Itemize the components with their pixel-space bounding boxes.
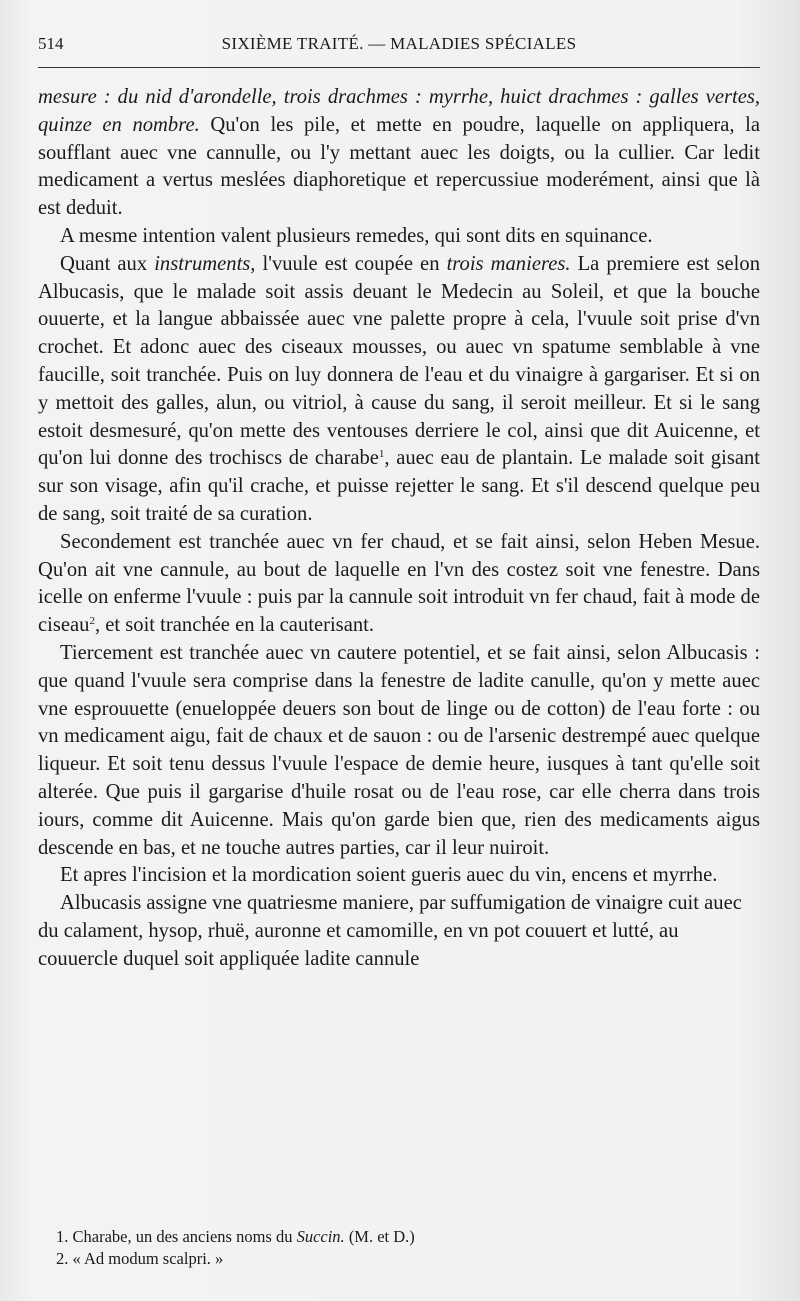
paragraph-1-space [277,86,284,108]
page-number: 514 [38,34,64,53]
paragraph-3 [38,251,760,529]
footnote-1 [56,1226,756,1248]
paragraph-4-text-b: , et soit tranchée en la cauterisant. [94,614,374,637]
paragraph-1-italic-b: trois drachmes : myrrhe, huict drachmes : galles vertes, quinze en nombre. [38,86,760,136]
paragraph-3-italic-a: instruments, [154,252,256,275]
paragraph-1-italic-a: mesure : du nid d'arondelle, [38,86,277,108]
footnote-1-text-b: (M. et D.) [344,1227,415,1246]
running-title: SIXIÈME TRAITÉ. — MALADIES SPÉCIALES [221,34,577,53]
footnotes [56,1226,756,1270]
footnote-ref-2[interactable]: 2 [89,615,95,628]
paragraph-3-italic-b: trois manieres. [446,252,571,275]
footnote-2: 2. « Ad modum scalpri. » [56,1249,224,1268]
page-header [38,34,760,58]
paragraph-3-text-b: l'vuule est coupée en [255,252,447,275]
paragraph-7: Albucasis assigne vne quatriesme maniere, par suffumigation de vinaigre cuit auec du calament, hysop, rhuë, auronne et camomille, en vn pot couuert et lutté, au couuercle duquel soit appliquée ladite cannule [38,892,742,970]
body-text [38,84,760,974]
paragraph-3-text-c: La premiere est selon Albucasis, que le malade soit assis deuant le Medecin au Soleil, et que la bouche ouuerte, et la langue abbaissée auec vne palette propre à cela, l'vuule soit prise d'vn crochet. Et adonc auec des ciseaux mousses, ou auec vn spatume semblable à vne faucille, soit tranchée. Puis on luy donnera de l'eau et du vinaigre à gargariser. Et si on y mettoit des galles, alun, ou vitriol, à cause du sang, il seroit meilleur. Et si le sang estoit desmesuré, qu'on mette des ventouses derriere le col, ainsi que dit Auicenne, et qu'on lui donne des trochiscs de charabe [38,252,760,470]
paragraph-3-text-a: Quant aux [60,252,155,275]
paragraph-4-text-a: Secondement est tranchée auec vn fer chaud, et se fait ainsi, selon Heben Mesue. Qu'on ait vne cannule, au bout de laquelle en l'vn des costez soit vne fenestre. Dans icelle on enferme l'vuule : puis par la cannule soit introduit vn fer chaud, fait à mode de ciseau [38,530,760,637]
paragraph-3-text-d: , auec eau de plantain. Le malade soit gisant sur son visage, afin qu'il crache, et puisse rejetter le sang. Et s'il descend quelque peu de sang, soit traité de sa curation. [38,447,760,525]
header-rule [38,67,760,68]
paragraph-4 [38,529,760,640]
paragraph-1 [38,84,760,223]
footnote-1-text-a: 1. Charabe, un des anciens noms du [56,1227,297,1246]
paragraph-2: A mesme intention valent plusieurs remedes, qui sont dits en squinance. [60,224,653,247]
paragraph-6: Et apres l'incision et la mordication soient gueris auec du vin, encens et myrrhe. [60,864,718,887]
footnote-ref-1[interactable]: 1 [378,448,385,461]
paragraph-1-text: Qu'on les pile, et mette en poudre, laquelle on appliquera, la soufflant auec vne cannulle, ou l'y mettant auec les doigts, ou la cullier. Car ledit medicament a vertus meslées diaphoretique et repercussiue moderément, ainsi que là est deduit. [38,113,760,220]
paragraph-5: Tiercement est tranchée auec vn cautere potentiel, et se fait ainsi, selon Albucasis : que quand l'vuule sera comprise dans la fenestre de ladite canulle, qu'on y mette auec vne esprouuette (enueloppée deuers son bout de linge ou de cotton) de l'eau forte : ou vn medicament aigu, fait de chaux et de sauon : ou de l'arsenic destrempé auec quelque liqueur. Et soit tenu dessus l'vuule l'espace de demie heure, iusques à tant qu'elle soit alterée. Que puis il gargarise d'huile rosat ou de l'eau rose, car elle cherra dans trois iours, comme dit Auicenne. Mais qu'on garde bien que, rien des medicaments aigus descende en bas, et ne touche autres parties, car il leur nuiroit. [38,641,760,859]
footnote-1-italic: Succin. [296,1227,345,1246]
